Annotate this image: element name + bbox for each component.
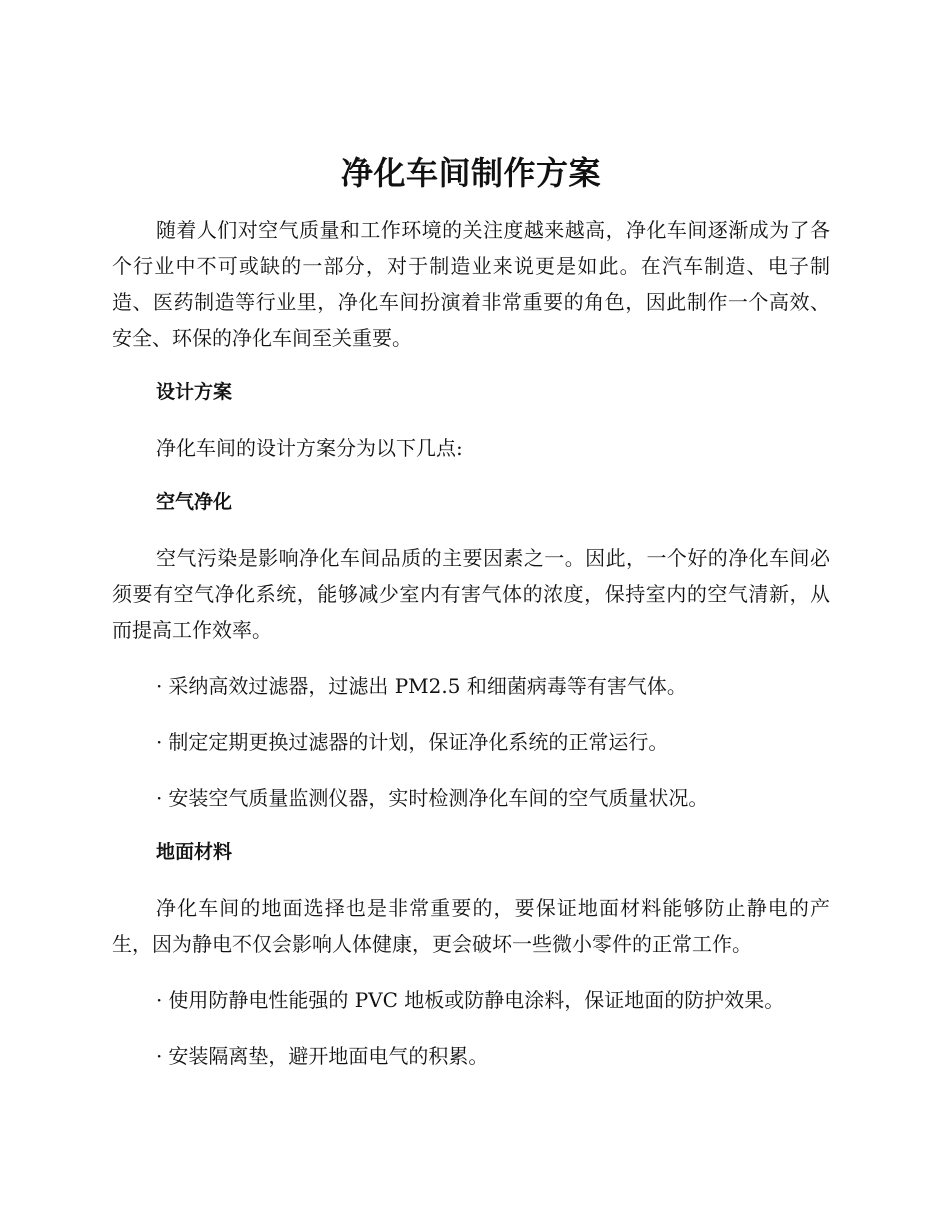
floor-bullet-item (112, 982, 830, 1018)
floor-material-heading: 地面材料 (156, 841, 233, 863)
air-purification-paragraph: 空气污染是影响净化车间品质的主要因素之一。因此，一个好的净化车间必须要有空气净化系统，能够减少室内有害气体的浓度，保持室内的空气清新，从而提高工作效率。 (112, 546, 830, 642)
air-bullet-text: 安装空气质量监测仪器，实时检测净化车间的空气质量状况。 (168, 786, 709, 810)
design-heading: 设计方案 (156, 381, 233, 403)
air-bullet-item (112, 780, 830, 816)
bullet-dot: · (156, 674, 163, 698)
bullet-dot: · (156, 1044, 163, 1068)
floor-bullet-item (112, 1038, 830, 1074)
document-title: 净化车间制作方案 (340, 154, 601, 192)
air-bullet-text: 制定定期更换过滤器的计划，保证净化系统的正常运行。 (168, 730, 669, 754)
bullet-dot: · (156, 730, 163, 754)
air-purification-heading: 空气净化 (156, 491, 233, 513)
floor-bullet-text: 使用防静电性能强的 PVC 地板或防静电涂料，保证地面的防护效果。 (168, 988, 785, 1012)
air-bullet-item (112, 724, 830, 760)
bullet-dot: · (156, 988, 163, 1012)
floor-bullet-text: 安装隔离垫，避开地面电气的积累。 (168, 1044, 489, 1068)
design-paragraph: 净化车间的设计方案分为以下几点: (156, 436, 463, 460)
air-bullet-text: 采纳高效过滤器，过滤出 PM2.5 和细菌病毒等有害气体。 (168, 674, 687, 698)
intro-paragraph: 随着人们对空气质量和工作环境的关注度越来越高，净化车间逐渐成为了各个行业中不可或缺的一部分，对于制造业来说更是如此。在汽车制造、电子制造、医药制造等行业里，净化车间扮演着非常重要的角色，因此制作一个高效、安全、环保的净化车间至关重要。 (112, 218, 830, 350)
bullet-dot: · (156, 786, 163, 810)
floor-material-paragraph: 净化车间的地面选择也是非常重要的，要保证地面材料能够防止静电的产生，因为静电不仅会影响人体健康，更会破坏一些微小零件的正常工作。 (112, 896, 830, 956)
air-bullet-item (112, 668, 830, 704)
